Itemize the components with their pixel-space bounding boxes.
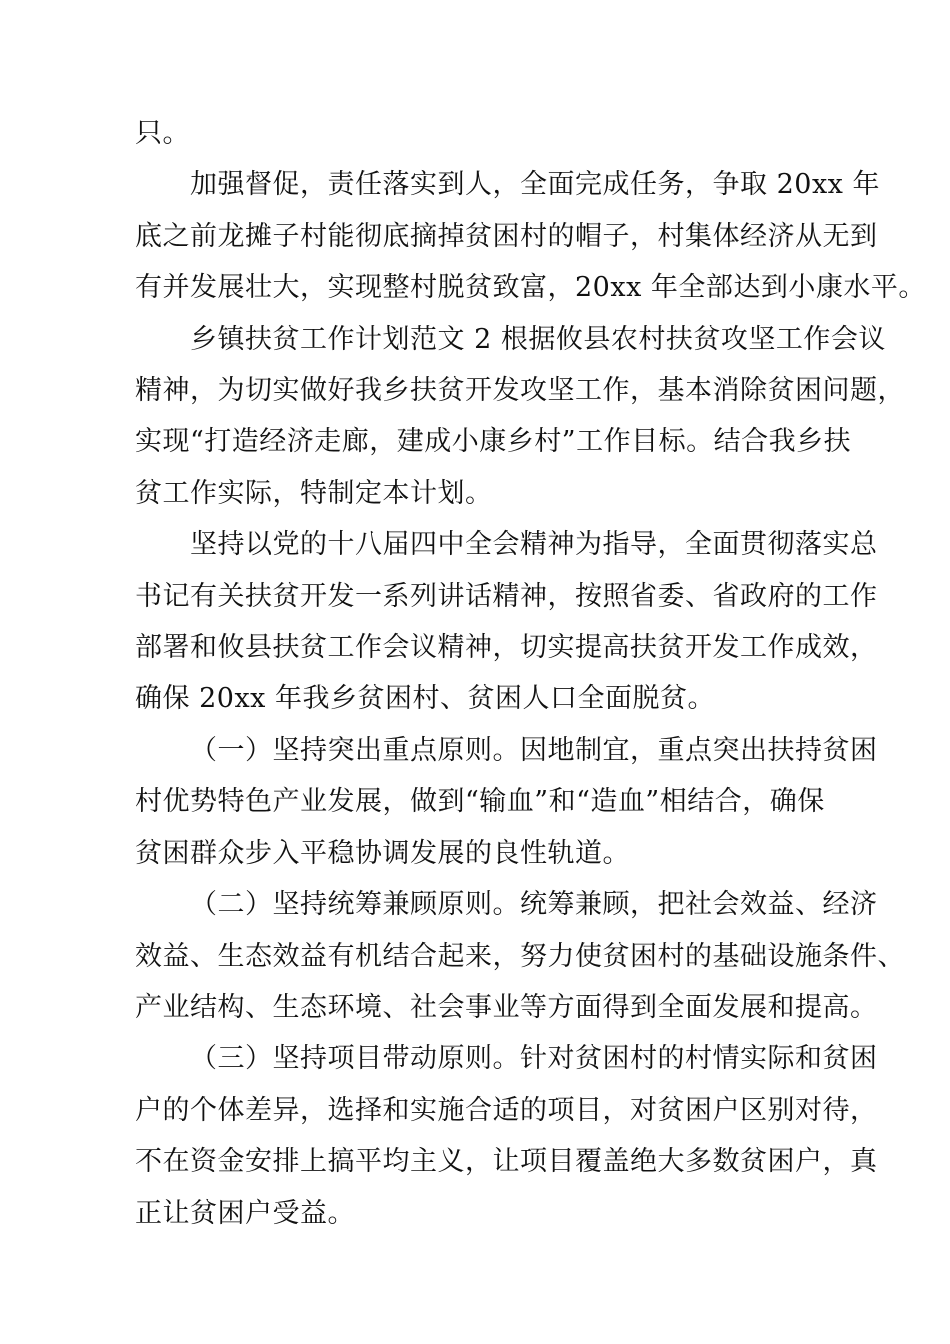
text-line: 正让贫困户受益。 (135, 1197, 355, 1229)
text-line: 产业结构、生态环境、社会事业等方面得到全面发展和提高。 (135, 991, 878, 1023)
text-line: 贫困群众步入平稳协调发展的良性轨道。 (135, 837, 630, 869)
paragraph-2 (135, 159, 926, 313)
text-line: （三）坚持项目带动原则。针对贫困村的村情实际和贫困 (190, 1043, 878, 1075)
text-line: 确保 20xx 年我乡贫困村、贫困人口全面脱贫。 (135, 683, 715, 715)
text-line: 书记有关扶贫开发一系列讲话精神，按照省委、省政府的工作 (135, 580, 878, 612)
paragraph-6 (135, 879, 905, 1033)
text-line: 部署和攸县扶贫工作会议精神，切实提高扶贫开发工作成效， (135, 632, 878, 664)
document-body (135, 108, 926, 1239)
text-line: （一）坚持突出重点原则。因地制宜，重点突出扶持贫困 (190, 734, 878, 766)
paragraph-1 (135, 108, 835, 159)
text-line: 底之前龙摊子村能彻底摘掉贫困村的帽子，村集体经济从无到 (135, 220, 878, 252)
text-line: 贫工作实际，特制定本计划。 (135, 477, 493, 509)
text-line: 乡镇扶贫工作计划范文 2 根据攸县农村扶贫攻坚工作会议 (190, 323, 886, 355)
paragraph-3 (135, 314, 905, 520)
paragraph-5 (135, 725, 878, 879)
text-line: 精神，为切实做好我乡扶贫开发攻坚工作，基本消除贫困问题， (135, 375, 905, 407)
text-line: 不在资金安排上搞平均主义，让项目覆盖绝大多数贫困户，真 (135, 1146, 878, 1178)
text-line: （二）坚持统筹兼顾原则。统筹兼顾，把社会效益、经济 (190, 889, 878, 921)
text-line: 效益、生态效益有机结合起来，努力使贫困村的基础设施条件、 (135, 940, 905, 972)
text-line: 坚持以党的十八届四中全会精神为指导，全面贯彻落实总 (190, 529, 878, 561)
text-line: 加强督促，责任落实到人，全面完成任务，争取 20xx 年 (190, 169, 880, 201)
text-line: 有并发展壮大，实现整村脱贫致富，20xx 年全部达到小康水平。 (135, 272, 926, 304)
text-line: 实现“打造经济走廊，建成小康乡村”工作目标。结合我乡扶 (135, 426, 852, 458)
text-line: 户的个体差异，选择和实施合适的项目，对贫困户区别对待， (135, 1094, 878, 1126)
text-line: 只。 (135, 118, 190, 149)
paragraph-7 (135, 1033, 878, 1239)
text-line: 村优势特色产业发展，做到“输血”和“造血”相结合，确保 (135, 786, 825, 818)
paragraph-4 (135, 519, 878, 725)
